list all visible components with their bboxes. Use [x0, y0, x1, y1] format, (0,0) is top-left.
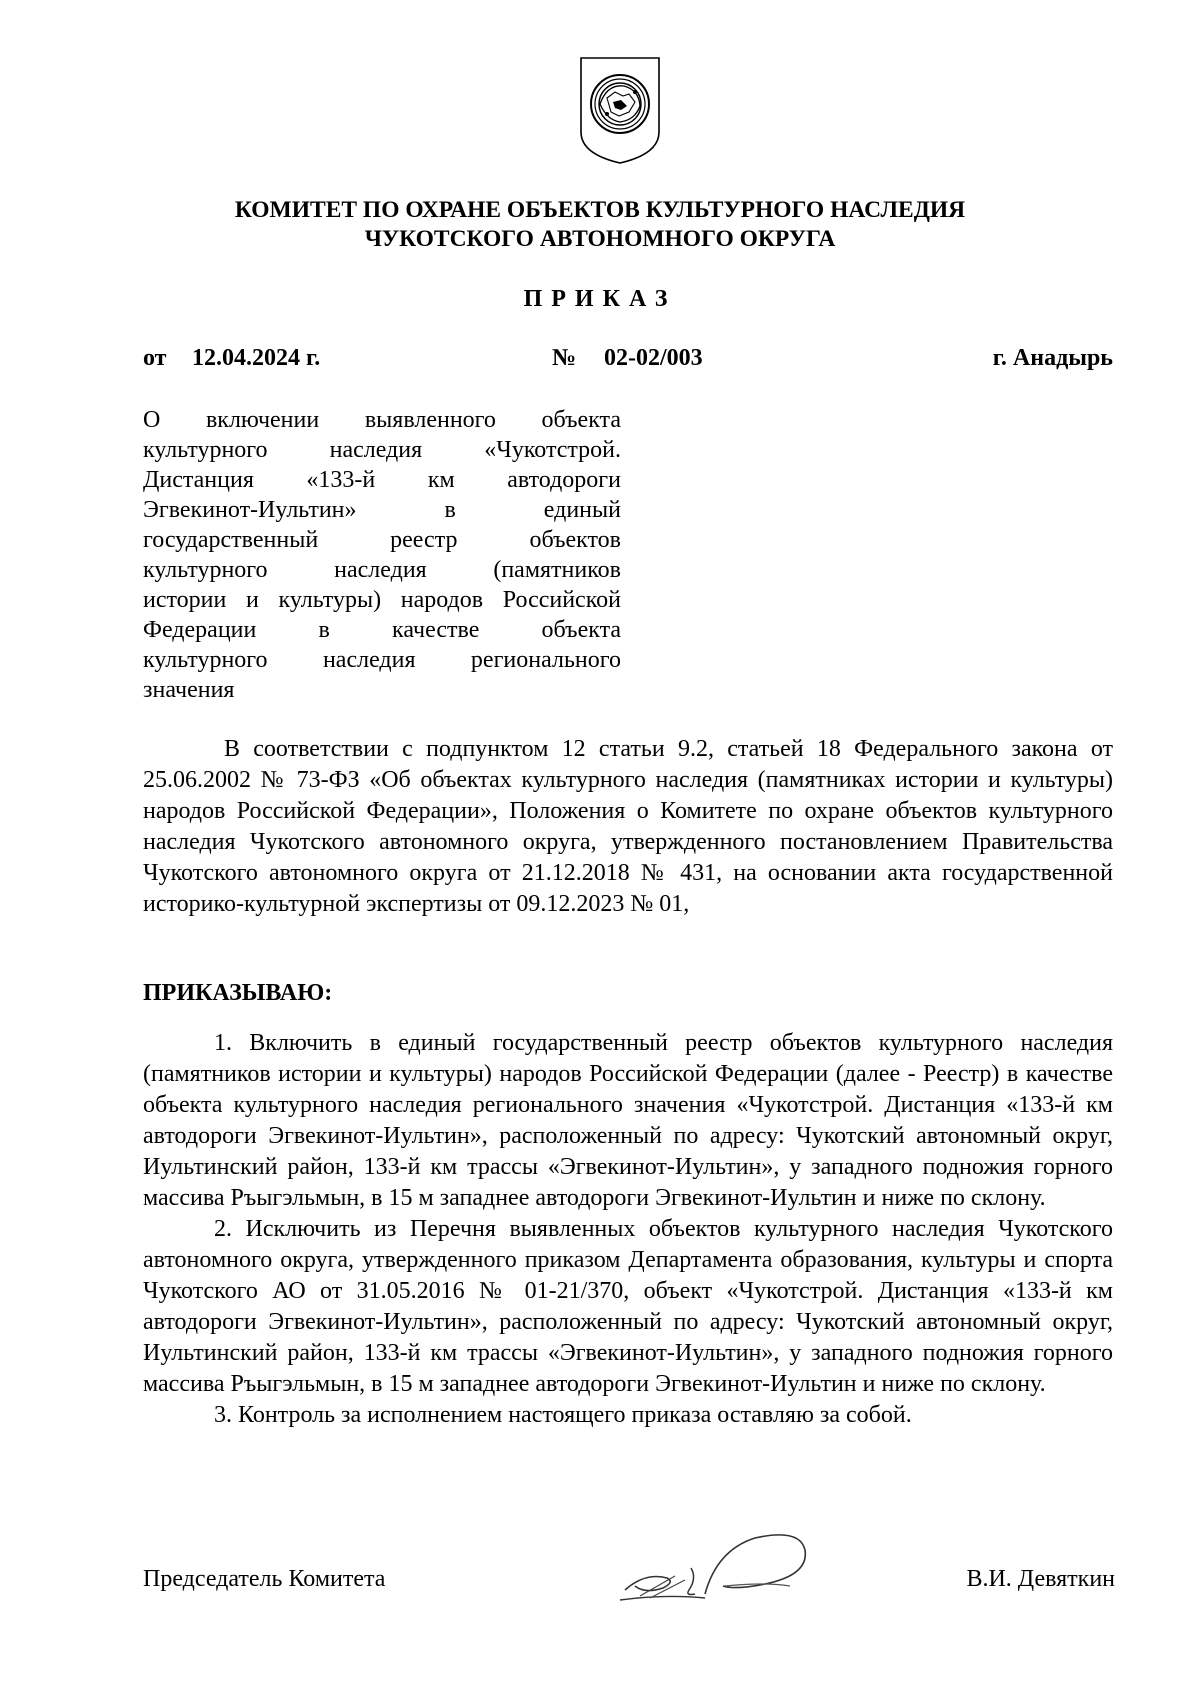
organization-line-1: КОМИТЕТ ПО ОХРАНЕ ОБЪЕКТОВ КУЛЬТУРНОГО НАСЛЕДИЯ	[234, 197, 966, 223]
subject-line: О включении выявленного объекта	[143, 407, 621, 433]
document-number: 02-02/003	[604, 345, 703, 371]
order-item: 3. Контроль за исполнением настоящего приказа оставляю за собой.	[214, 1402, 912, 1428]
document-place: г. Анадырь	[992, 345, 1113, 371]
subject-line: культурного наследия «Чукотстрой.	[143, 437, 621, 463]
subject-line: Федерации в качестве объекта	[143, 617, 621, 643]
subject-line: Дистанция «133-й км автодороги	[143, 467, 621, 493]
date-prefix: от	[143, 345, 167, 371]
preamble-text: В соответствии с подпунктом 12 статьи 9.2, статьей 18 Федерального закона от 25.06.2002 № 73-ФЗ «Об объектах культурного наследия (памятниках истории и культуры) народов Российской Федерации», Положения о Комитете по охране объектов культурного наследия Чукотского автономного округа, утвержденного постановлением Правительства Чукотского автономного округа от 21.12.2018 № 431, на основании акта государственной историко-культурной экспертизы от 09.12.2023 № 01,	[143, 736, 1113, 917]
organization-name	[0, 196, 1200, 254]
document-date: 12.04.2024 г.	[192, 345, 321, 371]
preamble-paragraph	[143, 734, 1113, 920]
document-subject	[143, 405, 621, 705]
subject-line: культурного наследия регионального	[143, 647, 621, 673]
subject-line: государственный реестр объектов	[143, 527, 621, 553]
signer-name: В.И. Девяткин	[966, 1566, 1115, 1592]
subject-line: Эгвекинот-Иультин» в единый	[143, 497, 621, 523]
order-item: 1. Включить в единый государственный реестр объектов культурного наследия (памятников истории и культуры) народов Российской Федерации (далее - Реестр) в качестве объекта культурного наследия регионального значения «Чукотстрой. Дистанция «133-й км автодороги Эгвекинот-Иультин», расположенный по адресу: Чукотский автономный округ, Иультинский район, 133-й км трассы «Эгвекинот-Иультин», у западного подножия горного массива Ръыгэльмын, в 15 м западнее автодороги Эгвекинот-Иультин и ниже по склону.	[143, 1030, 1113, 1211]
number-prefix: №	[552, 345, 577, 371]
organization-line-2: ЧУКОТСКОГО АВТОНОМНОГО ОКРУГА	[364, 226, 836, 252]
subject-line: культурного наследия (памятников	[143, 557, 621, 583]
subject-line: значения	[143, 677, 235, 703]
order-item: 2. Исключить из Перечня выявленных объектов культурного наследия Чукотского автономного округа, утвержденного приказом Департамента образования, культуры и спорта Чукотского АО от 31.05.2016 № 01-21/370, объект «Чукотстрой. Дистанция «133-й км автодороги Эгвекинот-Иультин», расположенный по адресу: Чукотский автономный округ, Иультинский район, 133-й км трассы «Эгвекинот-Иультин», у западного подножия горного массива Ръыгэльмын, в 15 м западнее автодороги Эгвекинот-Иультин и ниже по склону.	[143, 1216, 1113, 1397]
order-items	[143, 1028, 1113, 1431]
subject-line: истории и культуры) народов Российской	[143, 587, 621, 613]
document-type: ПРИКАЗ	[523, 286, 677, 312]
handwritten-signature	[605, 1520, 820, 1620]
signer-position: Председатель Комитета	[143, 1566, 386, 1592]
coat-of-arms-icon	[577, 54, 663, 166]
order-word: ПРИКАЗЫВАЮ:	[143, 980, 333, 1006]
